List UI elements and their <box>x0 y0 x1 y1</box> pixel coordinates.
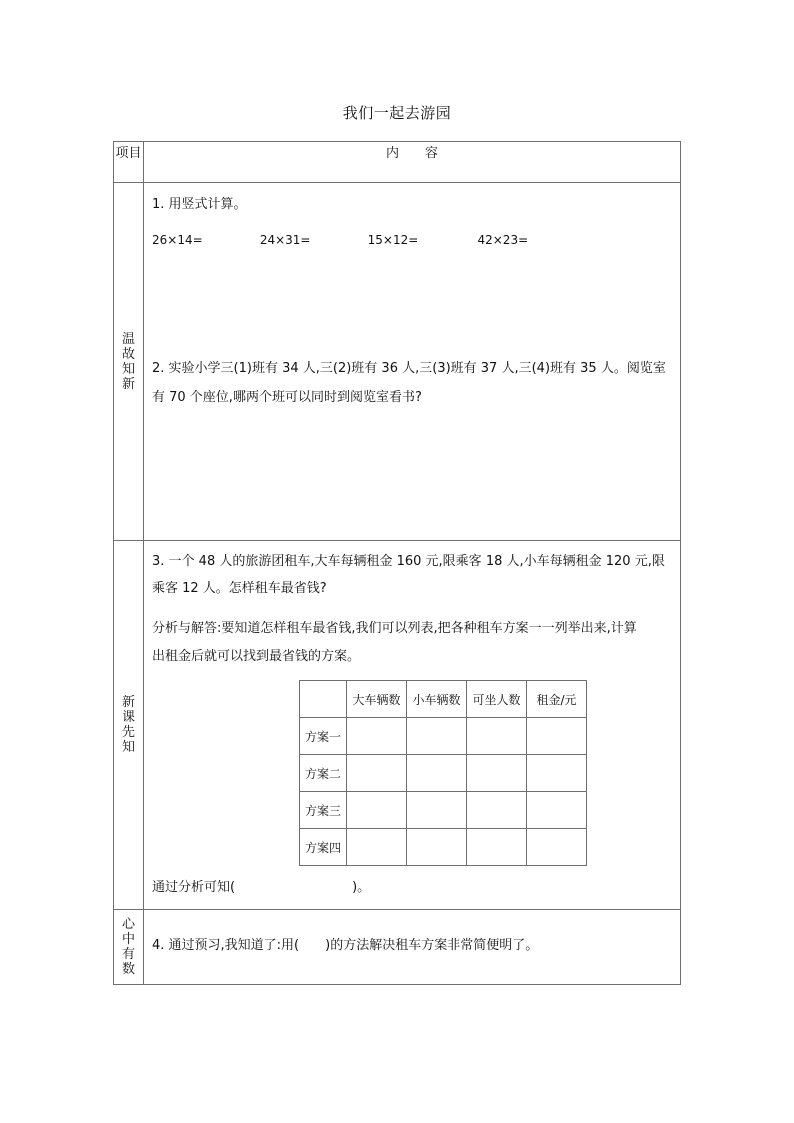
rental-cell[interactable] <box>527 792 587 829</box>
rental-cell[interactable] <box>467 829 527 866</box>
rental-header-corner <box>300 681 347 718</box>
rental-cell[interactable] <box>407 718 467 755</box>
q3-line1: 3. 一个 48 人的旅游团租车,大车每辆租金 160 元,限乘客 18 人,小车每辆租金 120 元,限 <box>152 554 665 569</box>
section-label-preview <box>114 541 144 910</box>
rental-cell[interactable] <box>467 718 527 755</box>
header-content: 内 容 <box>144 142 681 183</box>
q3-conclusion: 通过分析可知( )。 <box>152 880 371 895</box>
expr-2: 24×31= <box>259 233 311 247</box>
label-char: 知 <box>121 740 135 755</box>
label-char: 先 <box>121 725 135 740</box>
rental-header-big: 大车辆数 <box>347 681 407 718</box>
review-content <box>144 183 681 541</box>
section-summary <box>114 910 681 985</box>
q1-text: 1. 用竖式计算。 <box>152 197 247 212</box>
q3-analysis2: 出租金后就可以找到最省钱的方案。 <box>152 649 361 664</box>
rental-plan-table <box>299 680 587 866</box>
rental-row-label: 方案四 <box>300 829 347 866</box>
rental-row-label: 方案三 <box>300 792 347 829</box>
rental-header-small: 小车辆数 <box>407 681 467 718</box>
q1-expressions <box>152 233 528 247</box>
expr-3: 15×12= <box>367 233 419 247</box>
preview-content <box>144 541 681 910</box>
rental-cell[interactable] <box>467 755 527 792</box>
worksheet-table <box>113 141 681 985</box>
label-char: 温 <box>121 331 135 347</box>
q3-analysis1: 分析与解答:要知道怎样租车最省钱,我们可以列表,把各种租车方案一一列举出来,计算 <box>152 621 637 636</box>
rental-cell[interactable] <box>527 755 587 792</box>
label-char: 课 <box>121 710 135 725</box>
label-char: 中 <box>121 932 135 947</box>
q2-line2: 有 70 个座位,哪两个班可以同时到阅览室看书? <box>152 390 422 405</box>
rental-row <box>300 792 587 829</box>
q3-line2: 乘客 12 人。怎样租车最省钱? <box>152 581 327 596</box>
rental-cell[interactable] <box>347 755 407 792</box>
rental-row <box>300 829 587 866</box>
rental-row <box>300 718 587 755</box>
rental-header-row <box>300 681 587 718</box>
rental-row-label: 方案一 <box>300 718 347 755</box>
expr-1: 26×14= <box>152 233 203 247</box>
rental-cell[interactable] <box>347 718 407 755</box>
rental-cell[interactable] <box>407 829 467 866</box>
label-char: 心 <box>121 917 135 932</box>
label-char: 新 <box>121 695 135 710</box>
rental-cell[interactable] <box>407 792 467 829</box>
summary-content <box>144 910 681 985</box>
rental-cell[interactable] <box>347 792 407 829</box>
rental-cell[interactable] <box>527 829 587 866</box>
rental-cell[interactable] <box>407 755 467 792</box>
q4-text: 4. 通过预习,我知道了:用( )的方法解决租车方案非常简便明了。 <box>152 938 539 953</box>
rental-row <box>300 755 587 792</box>
label-char: 数 <box>121 962 135 977</box>
header-project: 项目 <box>114 142 144 183</box>
rental-row-label: 方案二 <box>300 755 347 792</box>
label-char: 有 <box>121 947 135 962</box>
rental-header-seats: 可坐人数 <box>467 681 527 718</box>
label-char: 新 <box>121 376 135 392</box>
section-label-summary <box>114 910 144 985</box>
header-row <box>114 142 681 183</box>
label-char: 故 <box>121 346 135 362</box>
rental-cell[interactable] <box>527 718 587 755</box>
page-title: 我们一起去游园 <box>342 104 452 122</box>
rental-cell[interactable] <box>347 829 407 866</box>
section-label-review <box>114 183 144 541</box>
q2-line1: 2. 实验小学三(1)班有 34 人,三(2)班有 36 人,三(3)班有 37 人,三(4)班有 35 人。阅览室 <box>152 361 666 376</box>
label-char: 知 <box>121 361 135 377</box>
section-review <box>114 183 681 541</box>
expr-4: 42×23= <box>477 233 529 247</box>
rental-header-cost: 租金/元 <box>527 681 587 718</box>
section-preview <box>114 541 681 910</box>
rental-cell[interactable] <box>467 792 527 829</box>
